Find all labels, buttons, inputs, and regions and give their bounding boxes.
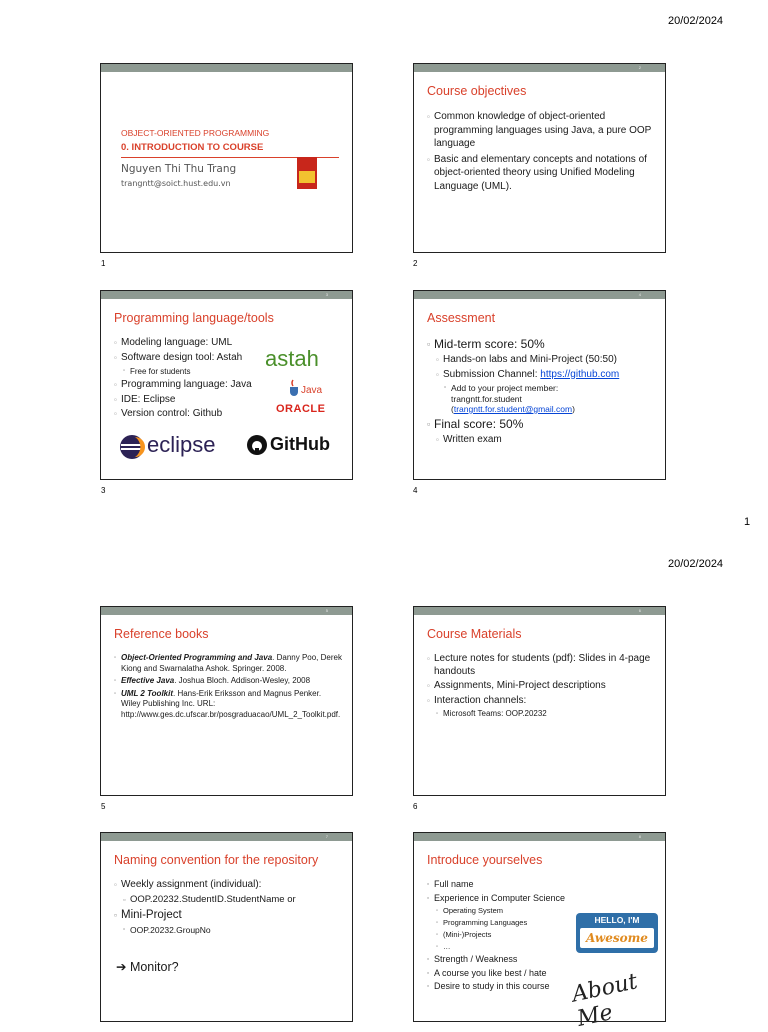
university-logo-icon	[297, 157, 317, 189]
slide-title: Naming convention for the repository	[114, 853, 319, 867]
list-item: ▫ Full name	[427, 879, 587, 891]
eclipse-label: eclipse	[147, 432, 216, 457]
list-item: ▫ Effective Java. Joshua Bloch. Addison-Wesley, 2008	[114, 676, 342, 687]
sticker-word: Awesome	[580, 928, 654, 948]
slide-3	[100, 290, 353, 480]
list-item: ▫ Submission Channel: https://github.com	[427, 369, 661, 382]
list-item: ▫ Desire to study in this course	[427, 981, 587, 993]
list-item: ▫ Modeling language: UML	[114, 337, 274, 350]
sticker-header: HELLO, I'M	[594, 915, 640, 925]
slide-header-bar: 5	[101, 607, 352, 615]
page-date: 20/02/2024	[668, 558, 724, 570]
list-item: ▫ …	[427, 942, 587, 952]
list-item: ▫ Weekly assignment (individual):	[114, 879, 344, 892]
list-item: ▫ Assignments, Mini-Project descriptions	[427, 680, 652, 693]
bullet-list	[427, 110, 657, 195]
page-date: 20/02/2024	[668, 15, 724, 27]
slide-1	[100, 63, 353, 253]
java-label: Java	[301, 385, 323, 396]
slide-title: Reference books	[114, 627, 209, 641]
bullet-list	[114, 653, 342, 722]
list-item: ▫ Add to your project member: trangntt.for.student (trangntt.for.student@gmail.com)	[427, 383, 661, 415]
list-item: ▫ Experience in Computer Science	[427, 893, 587, 905]
slide-8	[413, 832, 666, 1032]
list-item: ▫ A course you like best / hate	[427, 968, 587, 980]
github-label: GitHub	[270, 434, 330, 454]
github-link[interactable]: https://github.com	[540, 368, 620, 380]
list-item: ▫ OOP.20232.StudentID.StudentName or	[114, 894, 344, 907]
list-item: ▫ Mini-Project	[114, 908, 344, 923]
list-item: ▫ Common knowledge of object-oriented programming languages using Java, a pure OOP language	[427, 110, 657, 151]
hello-sticker	[576, 913, 658, 953]
slide-title: Programming language/tools	[114, 311, 274, 325]
list-item: ▫ Interaction channels:	[427, 695, 652, 708]
bullet-list	[114, 337, 274, 423]
list-item: ▫ Microsoft Teams: OOP.20232	[427, 709, 652, 719]
bullet-list	[114, 879, 344, 937]
slide-number: 2	[413, 259, 418, 268]
slide-2	[413, 63, 666, 253]
list-item: ▫ Free for students	[114, 366, 274, 377]
oracle-logo: ORACLE	[276, 403, 326, 415]
list-item: ▫ Hands-on labs and Mini-Project (50:50)	[427, 354, 661, 367]
slide-number: 6	[413, 802, 418, 811]
page-number: 1	[744, 516, 751, 528]
author-name: Nguyen Thi Thu Trang	[121, 163, 237, 175]
bullet-list	[427, 653, 652, 721]
slide-5	[100, 606, 353, 796]
list-item: ▫ (Mini-)Projects	[427, 930, 587, 940]
slide-header-bar: 2	[414, 64, 665, 72]
slide-4	[413, 290, 666, 480]
list-item: ▫ Written exam	[427, 434, 661, 447]
slide-number: 3	[101, 486, 106, 495]
slide-header-bar: 7	[101, 833, 352, 841]
list-item: ▫ Mid-term score: 50%	[427, 337, 661, 352]
list-item: ▫ IDE: Eclipse	[114, 394, 274, 407]
eclipse-icon	[119, 434, 145, 460]
slide-title: Assessment	[427, 311, 496, 325]
bullet-list	[427, 879, 587, 995]
list-item: ▫ Operating System	[427, 906, 587, 916]
slide-number: 1	[101, 259, 106, 268]
list-item: ▫ OOP.20232.GroupNo	[114, 925, 344, 935]
list-item: ▫ UML 2 Toolkit. Hans-Erik Eriksson and Magnus Penker. Wiley Publishing Inc. URL: http://www.ges.dc.ufscar.br/posgraduacao/UML_2_Toolkit.pdf.	[114, 689, 342, 721]
java-cup-icon	[287, 379, 301, 397]
slide-number: 4	[413, 486, 418, 495]
github-octocat-icon	[246, 434, 268, 456]
list-item: ▫ Software design tool: Astah	[114, 352, 274, 365]
slide-header-bar	[101, 64, 352, 72]
bullet-list	[427, 337, 661, 448]
slide-header-bar: 6	[414, 607, 665, 615]
monitor-question: ➔ Monitor?	[116, 960, 179, 974]
slide-header-bar: 4	[414, 291, 665, 299]
list-item: ▫ Lecture notes for students (pdf): Slides in 4-page handouts	[427, 653, 652, 678]
astah-logo: astah	[265, 346, 319, 371]
slide-title: 0. INTRODUCTION TO COURSE	[121, 142, 264, 153]
course-pretitle: OBJECT-ORIENTED PROGRAMMING	[121, 128, 270, 138]
slide-title: Course objectives	[427, 84, 527, 98]
slide-header-bar: 8	[414, 833, 665, 841]
list-item: ▫ Version control: Github	[114, 408, 274, 421]
email-link[interactable]: trangntt.for.student@gmail.com	[453, 404, 573, 414]
list-item: ▫ Strength / Weakness	[427, 954, 587, 966]
slide-6	[413, 606, 666, 796]
list-item: ▫ Programming language: Java	[114, 379, 274, 392]
author-email: trangntt@soict.hust.edu.vn	[121, 179, 231, 188]
list-item: ▫ Programming Languages	[427, 918, 587, 928]
slide-title: Introduce yourselves	[427, 853, 543, 867]
slide-7	[100, 832, 353, 1022]
list-item: ▫ Object-Oriented Programming and Java. Danny Poo, Derek Kiong and Swarnalatha Ashok. Springer. 2008.	[114, 653, 342, 674]
slide-header-bar: 3	[101, 291, 352, 299]
list-item: ▫ Final score: 50%	[427, 417, 661, 432]
list-item: ▫ Basic and elementary concepts and notations of object-oriented theory using Unified Modeling Language (UML).	[427, 153, 657, 194]
about-me-signature: About Me	[569, 969, 640, 1032]
slide-title: Course Materials	[427, 627, 522, 641]
slide-number: 5	[101, 802, 106, 811]
